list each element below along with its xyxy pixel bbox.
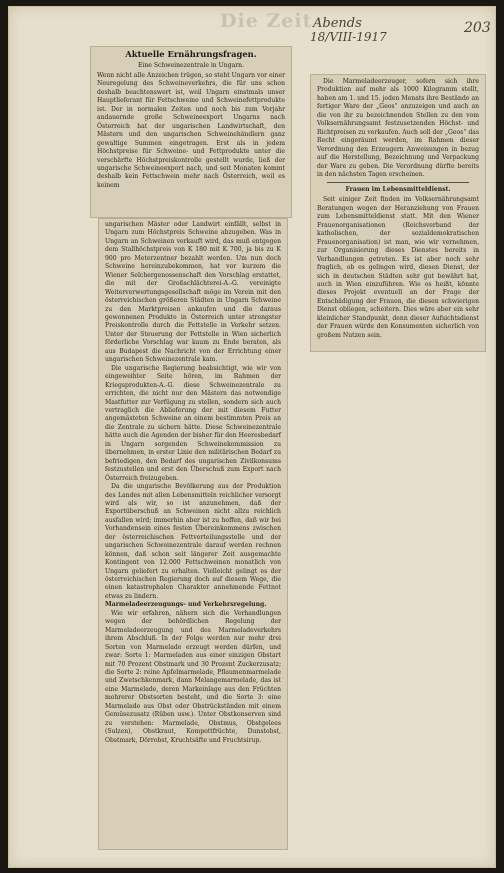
- article-paragraph: Die Marmeladeerzeuger, sofern sich ihre Produktion auf mehr als 1000 Kilogramm stellt, haben am 1. und 15. jeden Monats ihre Bestände an fertiger Ware der „Geos“ anzuzeigen und auch an die von ihr zu bezeichnenden Stellen zu den vom Volksernährungsamt festzusetzenden Höchst- und Richtpreisen zu verkaufen. Auch soll der „Geos“ das Recht eingeräumt werden, im Rahmen dieser Verordnung den Erzeugern Anweisungen in bezug auf die Herstellung, Bezeichnung und Verpackung der Ware zu geben. Die Verordnung dürfte bereits in den nächsten Tagen erscheinen.: [317, 78, 479, 178]
- clipping-main-continued: [98, 218, 288, 850]
- section-heading-jam: Marmeladeerzeugungs- und Verkehrsregelung.: [105, 601, 267, 609]
- section-heading-women: Frauen im Lebensmitteldienst.: [345, 186, 451, 194]
- clipping-side-column: [310, 74, 486, 352]
- newspaper-masthead: Die Zeit: [220, 10, 313, 32]
- clipping-main-top: [90, 46, 292, 218]
- article-paragraph: Die ungarische Regierung beabsichtigt, wie wir von eingeweihter Seite hören, im Rahmen der Kriegsprodukten-A.-G. diese Schweinezentrale zu errichten, die nicht nur den Mästern das notwendige Mastfutter zur Verfügung zu stellen, sondern sich auch vertraglich die Ablieferung der mit diesem Futter angemästeten Schweine an einem bestimmten Preis an die Zentrale zu sichern hätte. Diese Schweinezentrale hätte auch die Agenden der bisher für den Heeresbedarf in Ungarn sorgenden Schweinekommission zu übernehmen, in erster Linie den militärischen Bedarf zu befriedigen, den Bedarf des ungarischen Zivilkonsums festzustellen und erst den Überschuß zum Export nach Österreich freizugeben.: [105, 364, 281, 482]
- handwritten-date: 18/VIII-1917: [310, 30, 387, 44]
- article-subtitle: Eine Schweinezentrale in Ungarn.: [137, 62, 245, 69]
- article-paragraph: Wie wir erfahren, nähern sich die Verhandlungen wegen der behördlichen Regelung der Marmeladeerzeugung und des Marmeladeverkehrs ihrem Abschluß. In der Folge werden nur mehr drei Sorten von Marmelade erzeugt werden dürfen, und zwar: Sorte 1: Marmeladen aus einer einzigen Obstart mit 70 Prozent Obstmark und 30 Prozent Zuckerzusatz; die Sorte 2: reine Apfelmarmelade, Pflaumenmarmelade und Zwetschkenmark, dann Melangemarmelade, das ist eine Marmelade, deren Markeinlage aus den Früchten mehrerer Obstsorten besteht, und die Sorte 3: eine Marmelade aus Obst oder Obstrückständen mit einem Gemüsezusatz (Rüben usw.). Unter Obstkonserven sind zu verstehen: Marmelade, Obstmus, Obstgelees (Sulzen), Obstkraut, Kompottfrüchte, Dunstobst, Obstmark, Dörrobst, Kruchtsäfte und Fruchtsirup.: [105, 609, 281, 744]
- article-paragraph: Da die ungarische Bevölkerung aus der Produktion des Landes mit allen Lebensmitteln reichlicher versorgt wird als wir, so ist anzunehmen, daß der Exportüberschuß an Schweinen nicht allzu reichlich ausfallen wird; immerhin aber ist zu hoffen, daß wir bei Vorhandensein eines festen Übereinkommens zwischen der österreichischen Fettverteilungsstelle und der ungarischen Schweinezentrale darauf werden rechnen können, daß schon seit längerer Zeit ausgemachte Kontingent von 12.000 Fettschweinen monatlich von Ungarn geliefert zu erhalten. Vielleicht gelingt es der österreichischen Regierung doch auf diesem Wege, die einen katastrophalen Charakter annehmende Fettnot etwas zu lindern.: [105, 483, 281, 600]
- article-title: Aktuelle Ernährungsfragen.: [125, 49, 257, 59]
- handwritten-page-number: 203: [464, 20, 491, 36]
- article-paragraph: ungarischen Mäster oder Landwirt einfällt, selbst in Ungarn zum Höchstpreis Schweine abzugeben. Was in Ungarn an Schweinen verkauft wird, das muß entgegen dem Stallhöchstpreis von K 180 mit K 700, ja bis zu K 900 pro Meterzentner bezahlt werden. Um nun doch Schweine hereinzubekommen, hat vor kurzem die Wiener Selchergenossenschaft den Vorschlag erstattet, die mit der Großschlächterei-A.-G. vereinigte Weiterverwertungsgesellschaft möge im Verein mit den österreichischen größeren Städten in Ungarn Schweine zu den Marktpreisen ankaufen und die daraus gewonnenen Produkte in Österreich unter strengster Preiskontrolle durch die Fettstelle in Verkehr setzen. Unter der Steuerung der Fettstelle in Wien sicherlich förderliche Vorschlag war kaum zu Ende beraten, als aus Budapest die Nachricht von der Errichtung einer ungarischen Schweinezentrale kam.: [105, 221, 281, 364]
- divider: [327, 182, 469, 183]
- article-paragraph: Seit einiger Zeit finden im Volksernährungsamt Beratungen wegen der Heranziehung von Frauen zum Lebensmitteldienst statt. Mit den Wiener Frauenorganisationen (Reichsverband der katholischen, der sozialdemokratischen Frauenorganisation) ist man, wie wir vernehmen, zur Organisierung dieses Dienstes bereits in Verhandlungen getreten. Es ist aber noch sehr fraglich, ob es gelingen wird, diesen Dienst, der sich in deutschen Städten sehr gut bewährt hat, auch in Wien einzuführen. Wie es heißt, könnte dieses Projekt eventuell an der Frage der Entschädigung der Frauen, die diesen schwierigen Dienst obliegen, scheitern. Dies wäre aber ein sehr kleinlicher Standpunkt, denn dieser Aufsichtsdienst der Frauen würde den Konsumenten sicherlich von großem Nutzen sein.: [317, 196, 479, 339]
- article-paragraph: Wenn nicht alle Anzeichen trügen, so steht Ungarn vor einer Neuregelung des Schweineverkehrs, die für uns schon deshalb beachtenswert ist, weil Ungarn einstmals unser Hauptlieferant für Fettschweine und Schweinefettprodukte ist. Der in normalen Zeiten und noch bis zum Vorjahr andauernde große Schweineexport Ungarns nach Österreich hat der ungarischen Landwirtschaft, den Mästern und den ungarischen Schweinehändlern ganz gewaltige Summen eingetragen. Erst als in jedem Höchstpreise für Schweine- und Fettprodukte unter die verschärfte Höchstpreiskontrolle gestellt wurde, ließ der ungarische Schweineexport nach, und seit Monaten kommt deshalb kein Fettschwein mehr nach Österreich, weil es keinem: [97, 72, 285, 189]
- archive-sheet: [8, 6, 496, 868]
- handwritten-edition-note: Abends: [313, 16, 362, 31]
